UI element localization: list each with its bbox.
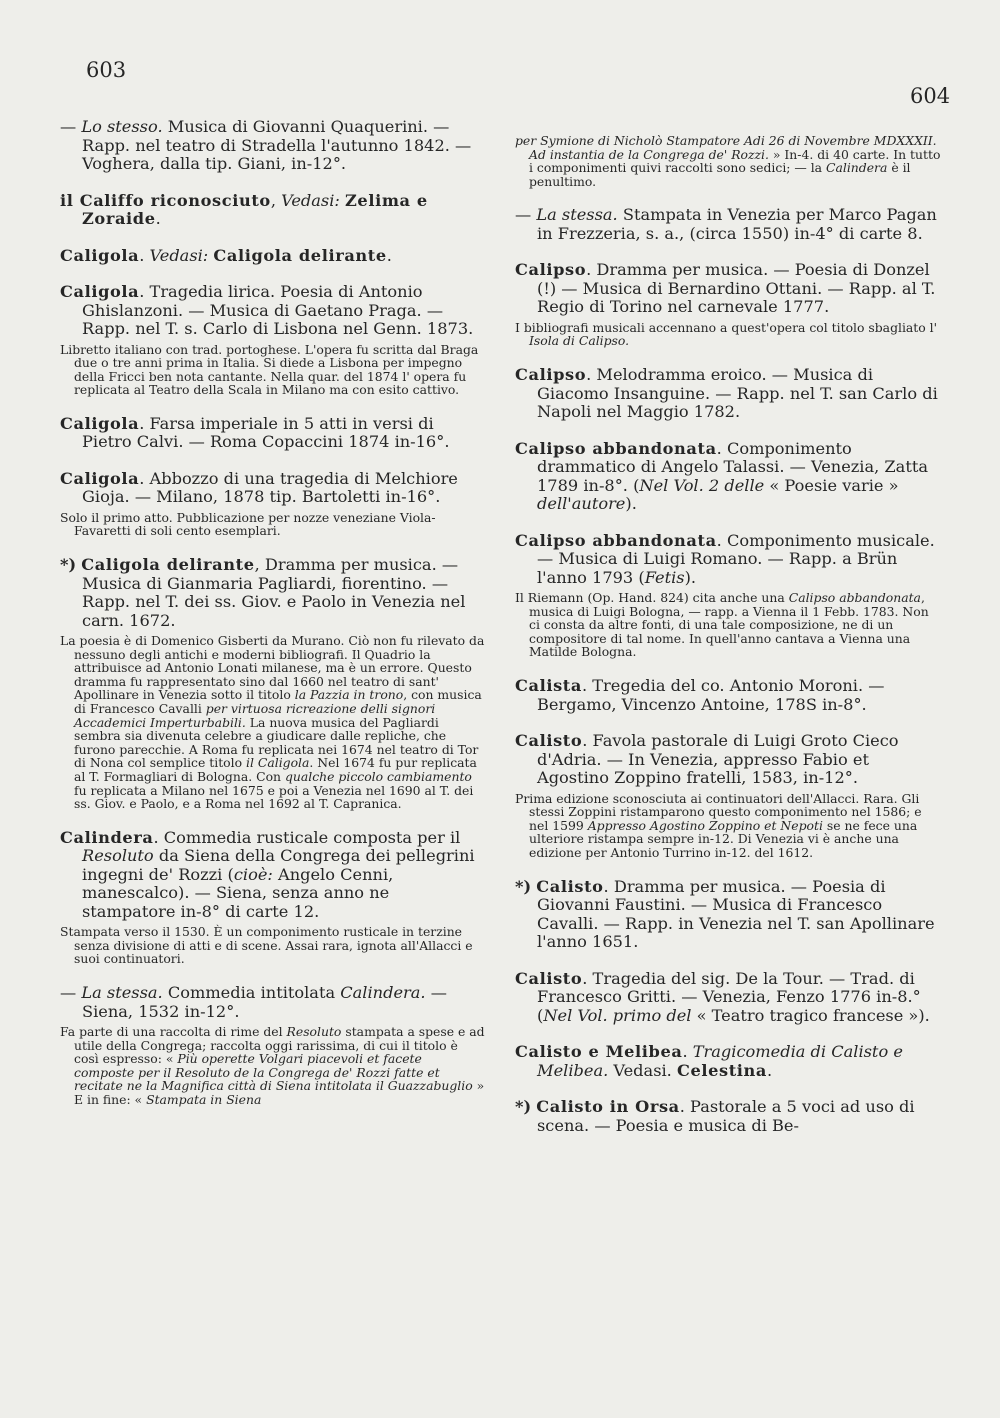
headword: Celestina [676,1060,767,1080]
italic-text: Vedasi: [281,190,340,210]
entry-text [515,878,943,952]
entry-text [60,829,485,922]
entry-text [515,440,943,514]
entry-text [515,366,943,422]
text-run: — [60,117,82,136]
text-run: La poesia è di Domenico Gisberti da Murano. Ciò non fu rilevato da nessuno degli antichi e moderni bibliografi. Il Quadrio la attribuisce ad Antonio Lonati milanese, ma è un errore. Questo dramma fu rappresentato sino dal 1660 nel teatro di sant' Apollinare in Venezia sotto il titolo [60,633,485,703]
text-run: . [767,1060,773,1080]
entry-text [60,984,485,1021]
entry-note [515,591,943,659]
italic-text: Calipso abbandonata [788,590,921,606]
text-run: — [515,205,537,225]
dictionary-entry [60,283,485,397]
text-run: . Dramma per musica. — Poesia di Donzel (!) — Musica di Bernardino Ottani. — Rapp. al T. Regio di Torino nel carnevale 1777. [537,260,936,317]
text-run: La nuova musica del Pagliardi sembra sia divenuta celebre a giudicare dalle repliche, che furono parecchie. A Roma fu replicata nei 1674 nel teatro di Tor di Nona col semplice titolo [74,714,479,771]
text-run: . Nel 1674 fu pur replicata al T. Formagliari di Bologna. Con [74,755,477,784]
text-run: . Melodramma eroico. — Musica di Giacomo Insanguine. — Rapp. nel T. san Carlo di Napoli nel Maggio 1782. [537,365,938,422]
left-column [60,118,485,1125]
dictionary-entry [60,118,485,174]
headword: Calisto [515,731,583,751]
dictionary-entry [515,732,943,859]
headword: Calipso abbandonata [515,438,717,458]
italic-text: dell'autore [537,494,626,514]
text-run: « Teatro tragico francese »). [691,1005,930,1025]
text-run: — [60,983,82,1003]
dictionary-entry [60,829,485,966]
entry-text [515,732,943,788]
headword: Calista [515,676,582,696]
italic-text: qualche piccolo cambiamento [284,769,472,784]
headword: Caligola [60,413,140,433]
italic-text: Nel Vol. primo del [543,1005,692,1025]
dictionary-entry [60,984,485,1107]
entry-text [60,556,485,630]
entry-text [515,1043,943,1080]
italic-text: Calindera [826,160,888,176]
entry-text [60,192,485,229]
text-run: Angelo Cenni, manescalco). — Siena, senza anno ne stampatore in-8° di carte 12. [82,864,394,921]
dictionary-entry [60,556,485,811]
italic-text: Appresso Agostino Zoppino et Nepoti [587,817,823,833]
italic-text: Lo stesso. [81,117,163,136]
headword: Calisto [536,876,604,896]
dictionary-entry [515,366,943,422]
italic-text: Resoluto [82,846,154,866]
text-run: . Farsa imperiale in 5 atti in versi di Pietro Calvi. — Roma Copaccini 1874 in-16°. [82,413,450,452]
text-run: è il penultimo. [529,160,911,189]
headword: il Califfo riconosciuto [60,190,271,210]
text-run: , con musica di Francesco Cavalli [74,687,482,717]
text-run: . Componimento musicale. — Musica di Luigi Romano. — Rapp. a Brün l'anno 1793 ( [537,530,935,587]
italic-text: Più operette Volgari piacevoli et facete composte per il Resoluto de la Congrega de' Rozzi fatte et recitate ne la Magnifica città di Siena intitolata il Guazzabuglio [74,1051,473,1094]
entry-note [60,634,485,811]
text-run: , musica di Luigi Bologna, — rapp. a Vienna il 1 Febb. 1783. Non ci consta da altre fonti, di una tale composizione, ne di un compositore di tal nome. In quell'anno cantava a Vienna una Matilde Bologna. [529,590,929,660]
text-run: fu replicata a Milano nel 1675 e poi a Venezia nel 1690 al T. dei ss. Giov. e Paolo, e a Roma nel 1692 al T. Capranica. [74,782,474,812]
dictionary-entry [515,677,943,714]
dictionary-entry [515,532,943,659]
text-run: . Componimento drammatico di Angelo Talassi. — Venezia, Zatta 1789 in-8°. ( [537,438,928,495]
right-column [515,130,943,1153]
text-run: . Pastorale a 5 voci ad uso di scena. — Poesia e musica di Be- [537,1097,915,1135]
entry-note [515,321,943,348]
text-run: . Abbozzo di una tragedia di Melchiore Gioja. — Milano, 1878 tip. Bartoletti in-16°. [82,468,458,507]
page-number-left: 603 [86,58,127,82]
text-run: stampata a spese e ad utile della Congrega; raccolta oggi rarissima, di cui il titolo è così espresso: « [74,1024,485,1067]
headword: Caligola [60,282,140,301]
text-run: se ne fece una ulteriore ristampa sempre in-12. Di Venezia vi è anche una edizione per Antonio Turrino in-12. del 1612. [529,817,918,860]
dictionary-entry [515,261,943,348]
text-run: » E in fine: « [74,1078,485,1108]
headword: Calisto in Orsa [536,1097,680,1116]
headword: Caligola [60,468,140,488]
headword: Caligola delirante [213,245,387,265]
entry-text [60,247,485,266]
text-run: . [155,209,161,228]
entry-text [515,677,943,714]
dictionary-entry [515,878,943,952]
text-run: » In-4. di 40 carte. In tutto i componimenti quivi raccolti sono sedici; — la [529,146,941,176]
text-run: Commedia intitolata [162,983,341,1003]
italic-text: Fetis [644,567,685,587]
headword: Calisto [515,968,583,988]
italic-text: cioè: [233,864,273,884]
text-run: Il Riemann (Op. Hand. 824) cita anche una [515,590,789,606]
dictionary-entry [60,470,485,538]
entry-text [515,970,943,1026]
text-run: « Poesie varie » [764,475,899,495]
text-run: . Tragedia del sig. De la Tour. — Trad. di Francesco Gritti. — Venezia, Fenzo 1776 in-8.° ( [537,968,921,1025]
entry-text [515,261,943,317]
text-run: Stampata verso il 1530. È un componimento rusticale in terzine senza divisione di atti e di scene. Assai rara, ignota all'Allacci e suoi continuatori. [60,924,473,967]
text-run: Stampata in Venezia per Marco Pagan in Frezzeria, s. a., (circa 1550) in-4° di carte 8. [537,205,937,243]
dictionary-entry [60,247,485,266]
italic-text: Vedasi: [149,245,209,265]
dictionary-entry [515,1098,943,1135]
dictionary-entry [515,134,943,188]
italic-text: il Caligola [246,755,310,771]
italic-text: la Pazzia in trono [294,687,404,703]
italic-text: La stessa. [536,205,618,225]
italic-text: per Symione di Nicholò Stampatore Adi 26 di Novembre MDXXXII. Ad instantia de la Congrega de' Rozzi. [515,133,937,162]
text-run: Vedasi. [608,1060,677,1080]
headword: Calipso [515,365,587,385]
text-run: . [386,245,392,265]
dictionary-entry [515,206,943,243]
entry-text [515,1098,943,1135]
entry-text [60,118,485,174]
entry-note [515,134,943,188]
entry-note [60,925,485,966]
italic-text: Tragicomedia di Calisto e Melibea. [537,1042,903,1080]
headword: Calisto e Melibea [515,1042,683,1061]
italic-text: Stampata in Siena [146,1092,262,1108]
dictionary-entry [515,440,943,514]
italic-text: per virtuosa ricreazione delli signori Accademici Imperturbabili. [74,701,436,730]
italic-text: Resoluto [286,1024,342,1040]
entry-text [515,206,943,243]
entry-note [60,1025,485,1107]
text-run: . [682,1042,693,1061]
headword: Calipso abbandonata [515,530,717,550]
entry-note [515,792,943,860]
text-run: . Tragedia lirica. Poesia di Antonio Ghislanzoni. — Musica di Gaetano Praga. — Rapp. nel T. s. Carlo di Lisbona nel Genn. 1873. [82,282,474,338]
text-run: . Dramma per musica. — Poesia di Giovanni Faustini. — Musica di Francesco Cavalli. — Rapp. in Venezia nel T. san Apollinare l'anno 1651. [537,876,935,951]
text-run: Musica di Giovanni Quaquerini. — Rapp. nel teatro di Stradella l'autunno 1842. — Voghera, dalla tip. Giani, in-12°. [82,117,472,173]
text-run: ). [684,567,697,587]
italic-text: Isola di Calipso. [529,333,630,349]
text-run: . Tregedia del co. Antonio Moroni. — Bergamo, Vincenzo Antoine, 178S in-8°. [537,676,885,714]
entry-text [60,415,485,452]
text-run: Fa parte di una raccolta di rime del [60,1024,287,1040]
page-number-right: 604 [910,84,951,108]
italic-text: Nel Vol. 2 delle [639,475,765,495]
asterisk-marker: *) [60,555,77,575]
text-run: , [270,190,282,210]
headword: Calindera [60,827,154,847]
entry-text [60,470,485,507]
dictionary-entry [515,970,943,1026]
dictionary-entry [60,192,485,229]
text-run: ). [625,494,637,514]
asterisk-marker: *) [515,876,532,896]
entry-text [515,532,943,588]
headword: Caligola [60,245,140,265]
text-run: I bibliografi musicali accennano a quest'opera col titolo sbagliato l' [515,319,938,335]
dictionary-entry [60,415,485,452]
entry-note [60,511,485,538]
dictionary-entry [515,1043,943,1080]
text-run: Prima edizione sconosciuta ai continuatori dell'Allacci. Rara. Gli stessi Zoppini ristamparono questo componimento nel 1586; e nel 1599 [515,790,922,833]
italic-text: Calindera. [340,983,426,1003]
entry-text [60,283,485,339]
text-run: . Commedia rusticale composta per il [153,827,461,847]
text-run: , Dramma per musica. — Musica di Gianmaria Pagliardi, fiorentino. — Rapp. nel T. dei ss. Giov. e Paolo in Venezia nel carn. 1672. [82,555,466,630]
asterisk-marker: *) [515,1097,532,1116]
italic-text: La stessa. [81,983,163,1003]
text-run: Solo il primo atto. Pubblicazione per nozze veneziane Viola-Favaretti di soli cento esemplari. [60,509,436,539]
entry-note [60,343,485,397]
headword: Calipso [515,260,587,280]
headword: Caligola delirante [81,555,255,575]
text-run: . Favola pastorale di Luigi Groto Cieco d'Adria. — In Venezia, appresso Fabio et Agostino Zoppino fratelli, 1583, in-12°. [537,731,899,788]
text-run: da Siena della Congrega dei pellegrini ingegni de' Rozzi ( [82,846,475,884]
text-run: — Siena, 1532 in-12°. [82,983,447,1021]
text-run: Libretto italiano con trad. portoghese. L'opera fu scritta dal Braga due o tre anni prima in Italia. Si diede a Lisbona per impegno della Fricci ben nota cantante. Nella quar. del 1874 l' opera fu replicata al Teatro della Scala in Milano ma con esito cattivo. [60,341,479,398]
headword: Zelima e Zoraide [82,190,428,228]
text-run: . [139,245,150,265]
